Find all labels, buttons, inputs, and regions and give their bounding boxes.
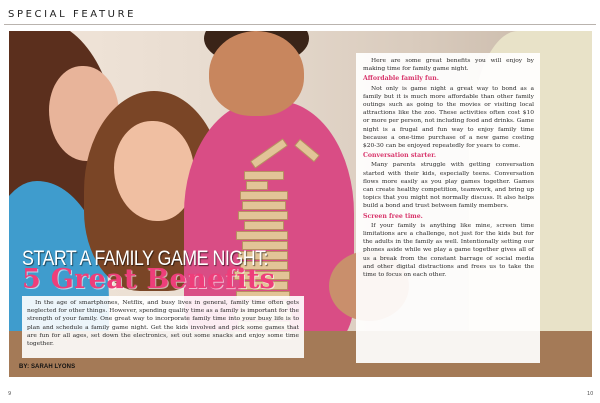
section-label: SPECIAL FEATURE — [8, 9, 137, 20]
headline-kicker: START A FAMILY GAME NIGHT: — [22, 247, 268, 270]
photo-boy-head — [209, 31, 304, 116]
author-byline: BY: SARAH LYONS — [19, 364, 76, 370]
section-text: Not only is game night a great way to bond as a family but it is much more affordable than other family outings such as going to the movies or visiting local attractions like the zoo. These activities often cost $10 or more per person, not including food and drinks. Game night is a frugal and fun way to enjoy family time because a one-time purchase of a new game costing $20-30 can be enjoyed repeatedly for years to come. — [363, 85, 534, 150]
intro-text: In the age of smartphones, Netflix, and busy lives in general, family time often gets neglected for other things. However, spending quality time as a family is important for the strength of your family. One great way to incorporate family time into your busy life is to plan and schedule a family game night. Get the kids involved and pick some games that are fun for all ages, set down the electronics, set out some snacks and enjoy some time together. — [27, 300, 299, 348]
section-text: If your family is anything like mine, screen time limitations are a challenge, not just for the kids but for the adults in the family as well. Intentionally setting our phones aside while we play a game together gives all of us a break from the constant barrage of social media and other digital distractions and frees us to take the time to focus on each other. — [363, 222, 534, 279]
section-title: Conversation starter. — [363, 152, 437, 160]
article-body — [363, 57, 534, 279]
section-title: Affordable family fun. — [363, 75, 439, 83]
page-header — [0, 0, 600, 28]
page-number-right: 10 — [587, 391, 594, 397]
section-title: Screen free time. — [363, 212, 423, 220]
page-number-left: 9 — [8, 391, 12, 397]
headline-title: 5 Great Benefits — [22, 264, 276, 295]
intro-panel — [22, 296, 304, 358]
article-panel — [356, 53, 540, 363]
article-lead: Here are some great benefits you will enjoy by making time for family game night. — [363, 58, 534, 73]
header-divider — [4, 24, 596, 25]
section-text: Many parents struggle with getting conversation started with their kids, especially teens. Conversation flows more easily as you play games together. Games can create healthy competition, teamwork, and bring up topics that you might not normally discuss. It also helps build a bond and trust between family members. — [363, 162, 534, 210]
